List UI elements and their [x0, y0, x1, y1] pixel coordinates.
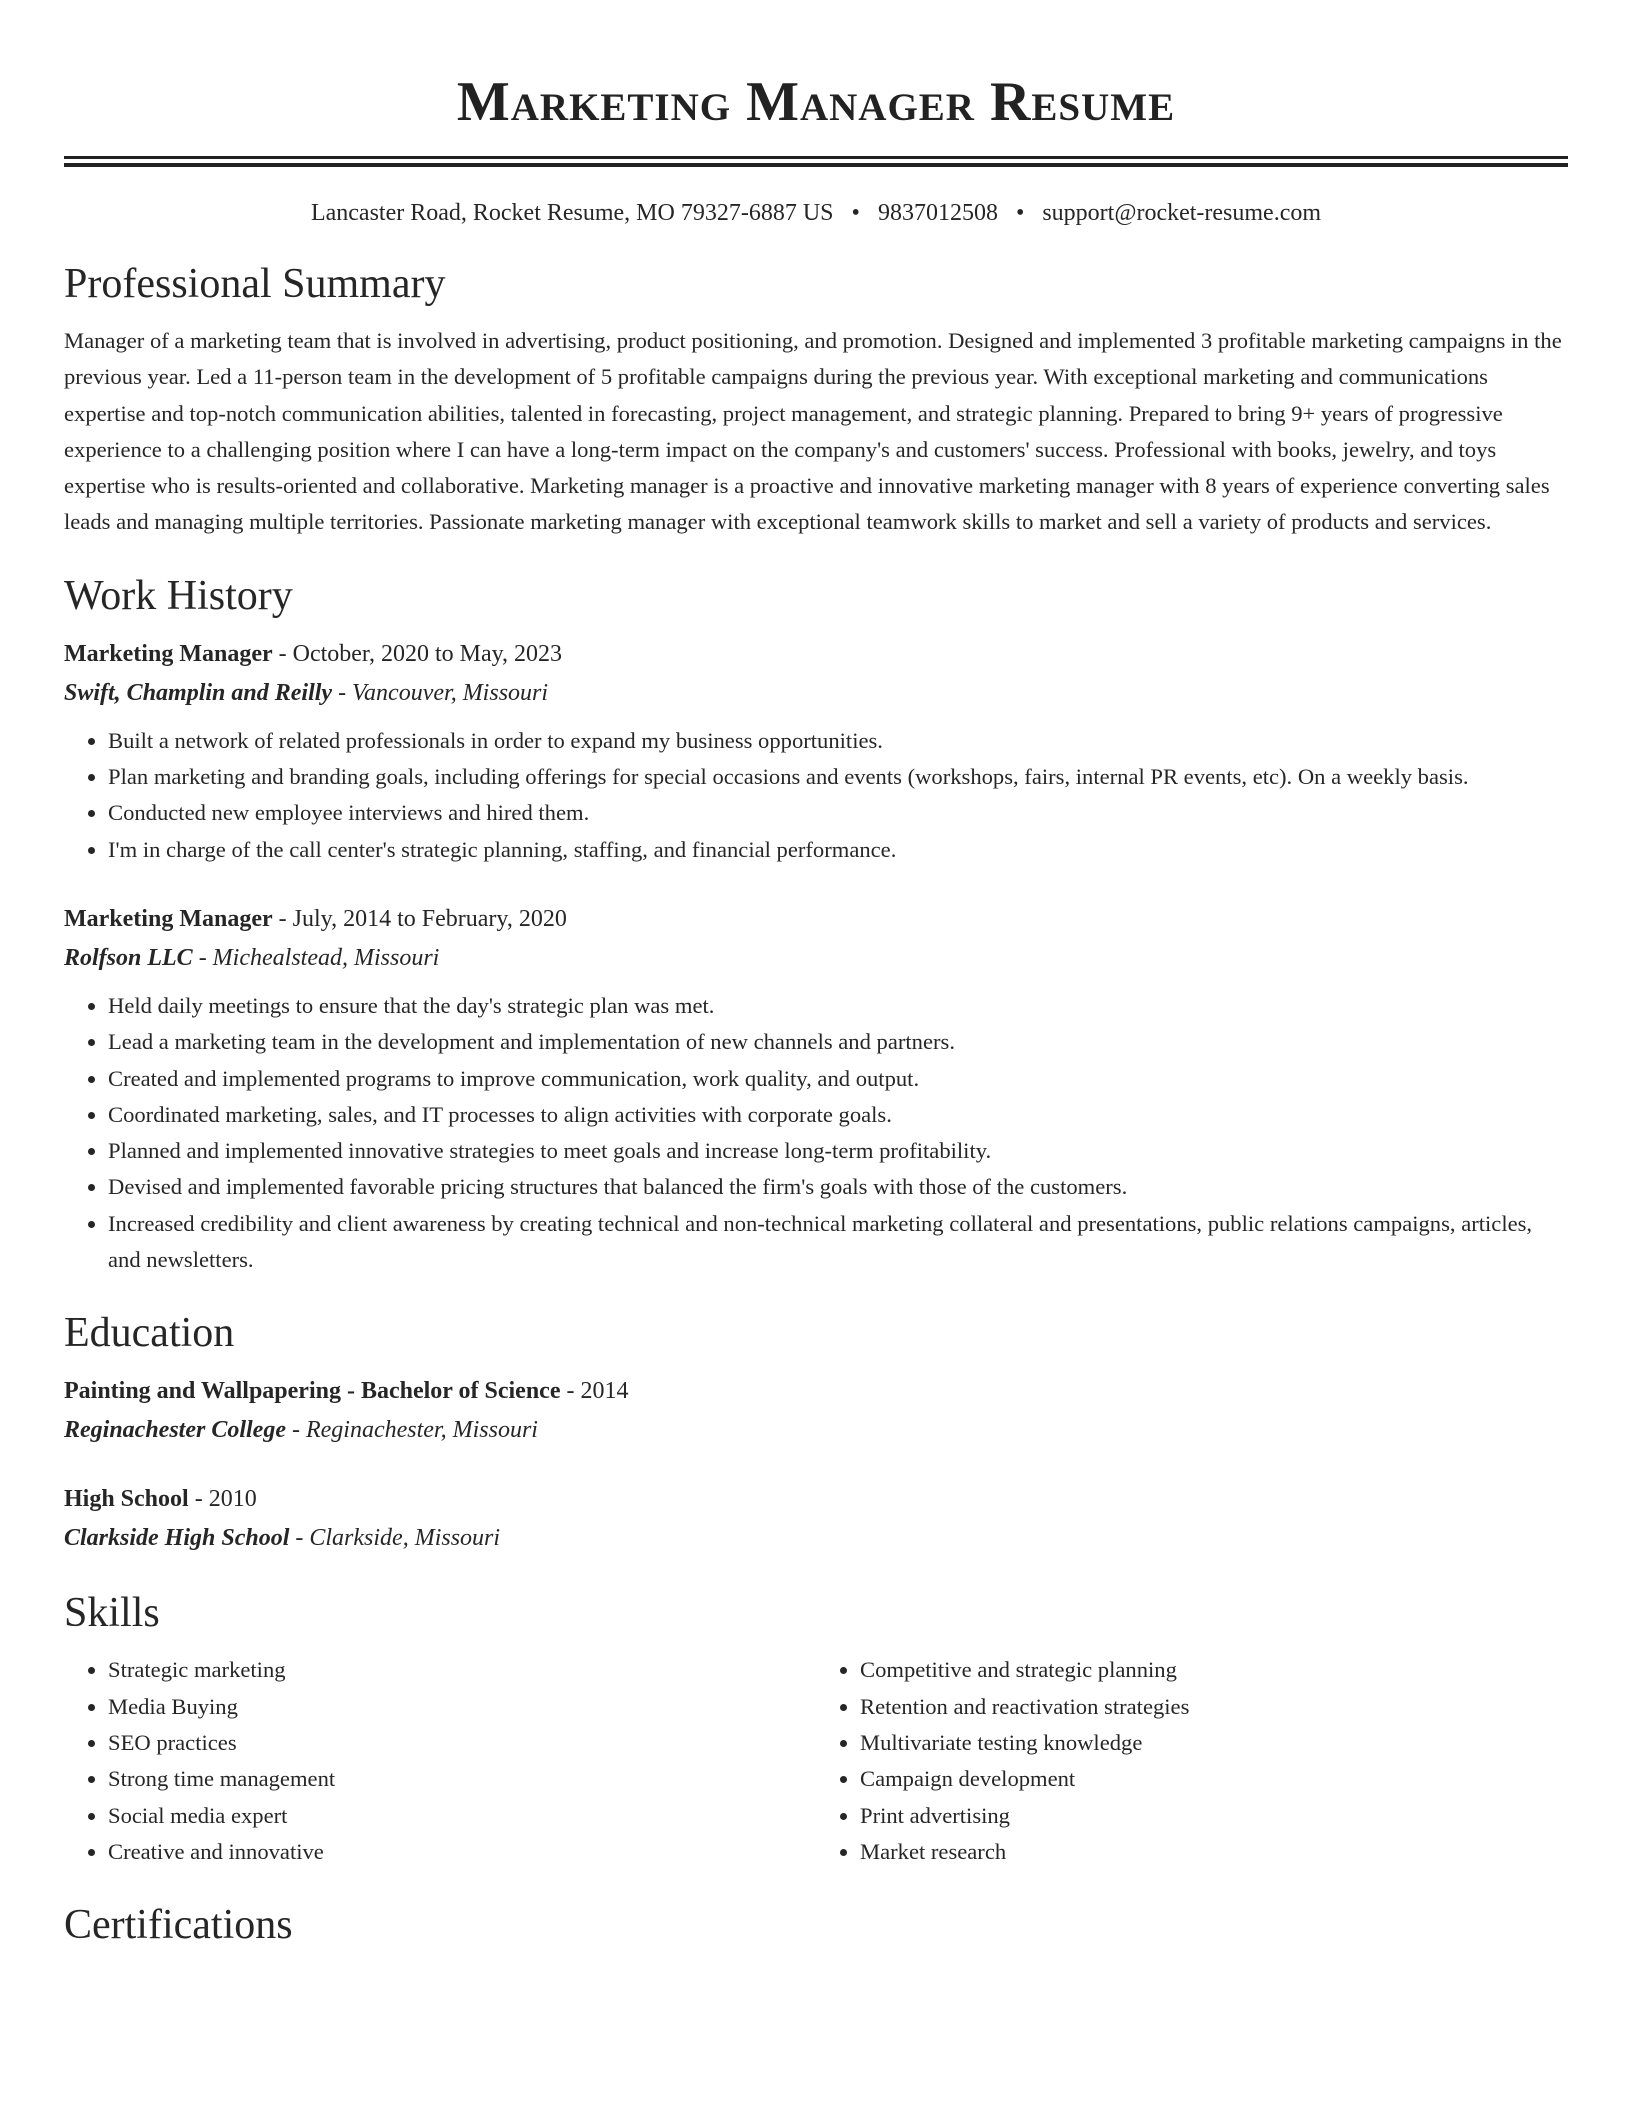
job-entry [64, 635, 1568, 868]
skill-item: • Creative and innovative [108, 1834, 816, 1870]
spacer [64, 1450, 1568, 1480]
skill-item: • Social media expert [108, 1798, 816, 1834]
education-location: - Reginachester, Missouri [285, 1417, 538, 1444]
education-year: - 2010 [188, 1486, 257, 1513]
education-degree-line [64, 1480, 1568, 1518]
job-bullet: • Devised and implemented favorable pricing structures that balanced the firm's goals with those of the customers. [108, 1169, 1568, 1205]
contact-separator: • [1015, 200, 1025, 226]
work-history-heading: Work History [64, 572, 293, 619]
header-divider-top [64, 156, 1568, 159]
skill-item: • SEO practices [108, 1725, 816, 1761]
skills-list-left [64, 1652, 816, 1870]
job-bullet-list [64, 723, 1568, 868]
certifications-heading: Certifications [64, 1902, 293, 1949]
job-bullet: • Increased credibility and client awareness by creating technical and non-technical marketing collateral and presentations, public relations campaigns, articles, and newsletters. [108, 1206, 1568, 1279]
job-company-line [64, 938, 1568, 978]
header-divider-bottom [64, 163, 1568, 167]
education-school-line [64, 1518, 1568, 1558]
job-location: - Michealstead, Missouri [192, 944, 440, 971]
education-location: - Clarkside, Missouri [289, 1525, 501, 1552]
contact-phone: 9837012508 [877, 200, 998, 226]
job-entry [64, 900, 1568, 1278]
job-bullet: • Created and implemented programs to improve communication, work quality, and output. [108, 1061, 1568, 1097]
summary-text: Manager of a marketing team that is involved in advertising, product positioning, and promotion. Designed and implemented 3 profitable marketing campaigns in the previous year. Led a 11-person team in the development of 5 profitable campaigns during the previous year. With exceptional marketing and communications expertise and top-notch communication abilities, talented in forecasting, project management, and strategic planning. Prepared to bring 9+ years of progressive experience to a challenging position where I can have a long-term impact on the company's and customers' success. Professional with books, jewelry, and toys expertise who is results-oriented and collaborative. Marketing manager is a proactive and innovative marketing manager with 8 years of experience converting sales leads and managing multiple territories. Passionate marketing manager with exceptional teamwork skills to market and sell a variety of products and services. [64, 328, 1562, 535]
skills-list-right [816, 1652, 1568, 1870]
skill-item: • Strong time management [108, 1761, 816, 1797]
job-bullet: • Planned and implemented innovative strategies to meet goals and increase long-term profitability. [108, 1133, 1568, 1169]
job-dates: - October, 2020 to May, 2023 [272, 640, 563, 667]
contact-address: Lancaster Road, Rocket Resume, MO 79327-6887 US [310, 200, 834, 226]
job-location: - Vancouver, Missouri [332, 679, 549, 706]
education-entry [64, 1480, 1568, 1558]
job-bullet: • Plan marketing and branding goals, including offerings for special occasions and events (workshops, fairs, internal PR events, etc). On a weekly basis. [108, 759, 1568, 795]
education-entry [64, 1372, 1568, 1450]
job-title: Marketing Manager [64, 640, 273, 667]
skill-item: • Market research [860, 1834, 1568, 1870]
job-title-line [64, 900, 1568, 938]
education-degree: High School [64, 1486, 189, 1513]
skill-item: • Media Buying [108, 1689, 816, 1725]
skill-item: • Retention and reactivation strategies [860, 1689, 1568, 1725]
contact-separator: • [851, 200, 860, 226]
skills-heading: Skills [64, 1590, 160, 1637]
job-bullet: • Held daily meetings to ensure that the day's strategic plan was met. [108, 988, 1568, 1024]
skill-item: • Competitive and strategic planning [860, 1652, 1568, 1688]
skill-item: • Print advertising [860, 1798, 1568, 1834]
contact-email: support@rocket-resume.com [1042, 200, 1322, 226]
job-title-line [64, 635, 1568, 673]
education-year: - 2014 [560, 1378, 629, 1405]
job-bullet: • I'm in charge of the call center's strategic planning, staffing, and financial performance. [108, 832, 1568, 868]
education-heading: Education [64, 1310, 235, 1357]
education-degree-line [64, 1372, 1568, 1410]
education-degree: Painting and Wallpapering - Bachelor of Science [64, 1378, 561, 1405]
resume-title: Marketing Manager Resume [456, 71, 1176, 133]
job-company: Swift, Champlin and Reilly [64, 679, 333, 706]
summary-heading: Professional Summary [64, 261, 446, 307]
job-bullet: • Lead a marketing team in the development and implementation of new channels and partners. [108, 1024, 1568, 1060]
education-school: Clarkside High School [64, 1525, 290, 1552]
job-title: Marketing Manager [64, 905, 273, 932]
job-bullet: • Conducted new employee interviews and hired them. [108, 795, 1568, 831]
job-company: Rolfson LLC [64, 944, 193, 971]
education-school: Reginachester College [64, 1417, 286, 1444]
contact-line [64, 197, 1568, 229]
job-company-line [64, 673, 1568, 713]
skill-item: • Strategic marketing [108, 1652, 816, 1688]
job-bullet-list [64, 988, 1568, 1278]
job-dates: - July, 2014 to February, 2020 [272, 905, 567, 932]
education-school-line [64, 1410, 1568, 1450]
skill-item: • Campaign development [860, 1761, 1568, 1797]
skill-item: • Multivariate testing knowledge [860, 1725, 1568, 1761]
job-bullet: • Built a network of related professionals in order to expand my business opportunities. [108, 723, 1568, 759]
spacer [64, 868, 1568, 900]
job-bullet: • Coordinated marketing, sales, and IT processes to align activities with corporate goals. [108, 1097, 1568, 1133]
skills-columns [64, 1652, 1568, 1870]
